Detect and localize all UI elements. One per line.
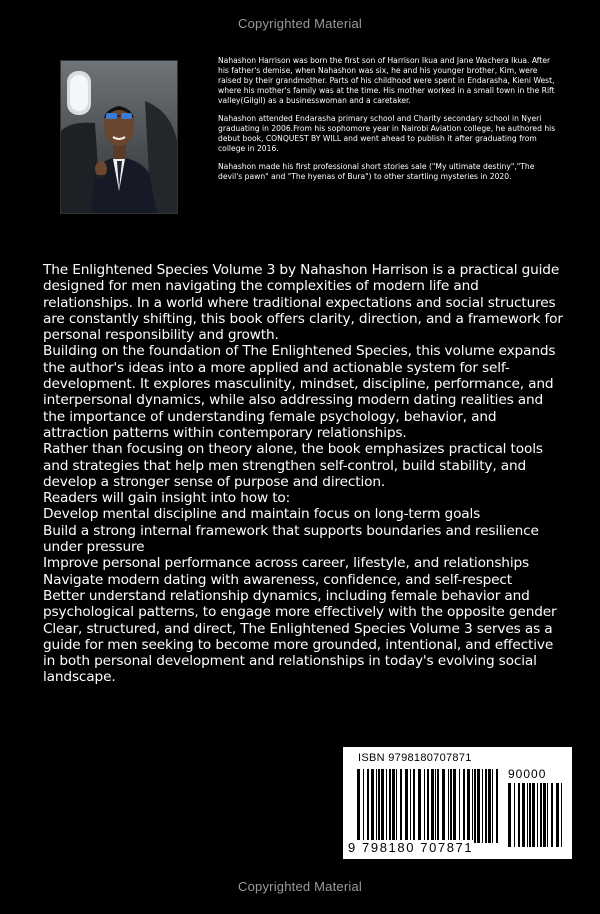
barcode-bar [551, 783, 553, 847]
barcode-bar [378, 769, 380, 843]
barcode-bar [472, 769, 473, 843]
barcode-bar [396, 769, 397, 843]
barcode-bar [418, 769, 421, 843]
barcode-bar [367, 769, 369, 843]
barcode-bar [400, 769, 402, 843]
description-list-item: Build a strong internal framework that supports boundaries and resilience under pressure [43, 522, 539, 556]
barcode-bar [477, 769, 480, 843]
barcode-bar [467, 769, 470, 843]
description-paragraph: Building on the foundation of The Enlightened Species, this volume expands the author's ideas into a more applied and actionable system for self-development. It explores masculinity, mindset, discipline, performance, and interpersonal dynamics, while also addressing modern dating realities and the importance of understanding female psychology, behavior, and attraction patterns within contemporary relationships. [43, 343, 556, 441]
barcode-bar [508, 783, 511, 847]
barcode-bar [453, 769, 456, 843]
copyright-watermark-top: Copyrighted Material [238, 16, 362, 31]
author-bio-paragraph: Nahashon attended Endarasha primary school and Charity secondary school in Nyeri graduating in 2006.From his sophomore year in Nairobi Aviation college, he authored his debut book, CONQUEST BY WILL and went ahead to publish it after graduating from college in 2016. [218, 114, 556, 153]
barcode-bar [427, 769, 429, 843]
ean-digits: 9 798180 707871 [348, 840, 474, 855]
author-bio [218, 56, 558, 190]
description-list-item: Develop mental discipline and maintain focus on long-term goals [43, 506, 481, 523]
author-photo [60, 60, 178, 214]
barcode-bar [381, 769, 384, 843]
barcode-bar [448, 769, 449, 843]
description-list-item: Better understand relationship dynamics, including female behavior and psychological patterns, to engage more effectively with the opposite gender [43, 587, 557, 621]
description-list-item: Navigate modern dating with awareness, confidence, and self-respect [43, 571, 513, 588]
barcode-bar [556, 783, 559, 847]
barcode-bar [543, 783, 546, 847]
barcode-bar [547, 783, 548, 847]
barcode-bar [410, 769, 411, 843]
barcode-bar [514, 783, 515, 847]
barcode-bar [522, 783, 525, 847]
barcode-bar [424, 769, 425, 843]
barcode-bar [482, 769, 483, 843]
barcode-bar [437, 769, 439, 843]
author-bio-paragraph: Nahashon Harrison was born the first son of Harrison Ikua and Jane Wachera Ikua. After his father's demise, when Nahashon was six, he and his younger brother, Kim, were raised by their grandmother. Parts of his childhood were spent in Endarasha, Kieni West, where his mother's family was at the time. His mother worked in a small town in the Rift valley(Gilgil) as a businesswoman and a caretaker. [218, 56, 555, 105]
barcode-bar [405, 769, 408, 843]
description-paragraph: Rather than focusing on theory alone, the book emphasizes practical tools and strategies that help men strengthen self-control, build stability, and develop a stronger sense of purpose and direction. [43, 441, 543, 490]
barcode-bar [363, 769, 364, 843]
barcode-bar [474, 769, 476, 843]
barcode-bar [376, 769, 377, 843]
description-paragraph: The Enlightened Species Volume 3 by Nahashon Harrison is a practical guide designed for men navigating the complexities of modern life and relationships. In a world where traditional expectations and social structures are constantly shifting, this book offers clarity, direction, and a framework for personal responsibility and growth. [43, 262, 563, 344]
book-description [43, 262, 563, 686]
barcode-bar [463, 769, 465, 843]
barcode-bar [371, 769, 374, 843]
barcode-bar [431, 769, 434, 843]
barcode-bar [392, 769, 395, 843]
barcode-bar [529, 783, 531, 847]
author-bio-paragraph: Nahashon made his first professional short stories sale ("My ultimate destiny","The devil's pawn" and "The hyenas of Bura") to other startling mysteries in 2020. [218, 162, 535, 181]
isbn-barcode [343, 747, 572, 859]
barcode-bar [488, 769, 491, 843]
barcode-bar [518, 783, 520, 847]
barcode-bar [413, 769, 415, 843]
barcode-bar [527, 783, 528, 847]
barcode-bar [450, 769, 452, 843]
barcode-bar [532, 783, 535, 847]
isbn-label: ISBN 9798180707871 [358, 752, 472, 764]
description-paragraph: Readers will gain insight into how to: [43, 490, 291, 507]
barcode-bar [485, 769, 487, 843]
barcode-bar [357, 769, 360, 843]
barcode-bar [540, 783, 542, 847]
barcode-bar [537, 783, 538, 847]
copyright-watermark-bottom: Copyrighted Material [238, 879, 362, 894]
barcode-bar [496, 769, 498, 843]
barcode-bar [389, 769, 391, 843]
barcode-bar [459, 769, 460, 843]
author-photo-illustration [61, 61, 177, 213]
price-addon-code: 90000 [508, 767, 547, 781]
description-paragraph: Clear, structured, and direct, The Enlightened Species Volume 3 serves as a guide for men seeking to become more grounded, intentional, and effective in both personal development and relationships in today's evolving social landscape. [43, 620, 554, 686]
barcode-bar [442, 769, 445, 843]
description-list-item: Improve personal performance across career, lifestyle, and relationships [43, 555, 529, 572]
barcode-bar [561, 783, 562, 847]
barcode-bar [492, 769, 493, 843]
barcode-bar [435, 769, 436, 843]
barcode-bar [386, 769, 387, 843]
